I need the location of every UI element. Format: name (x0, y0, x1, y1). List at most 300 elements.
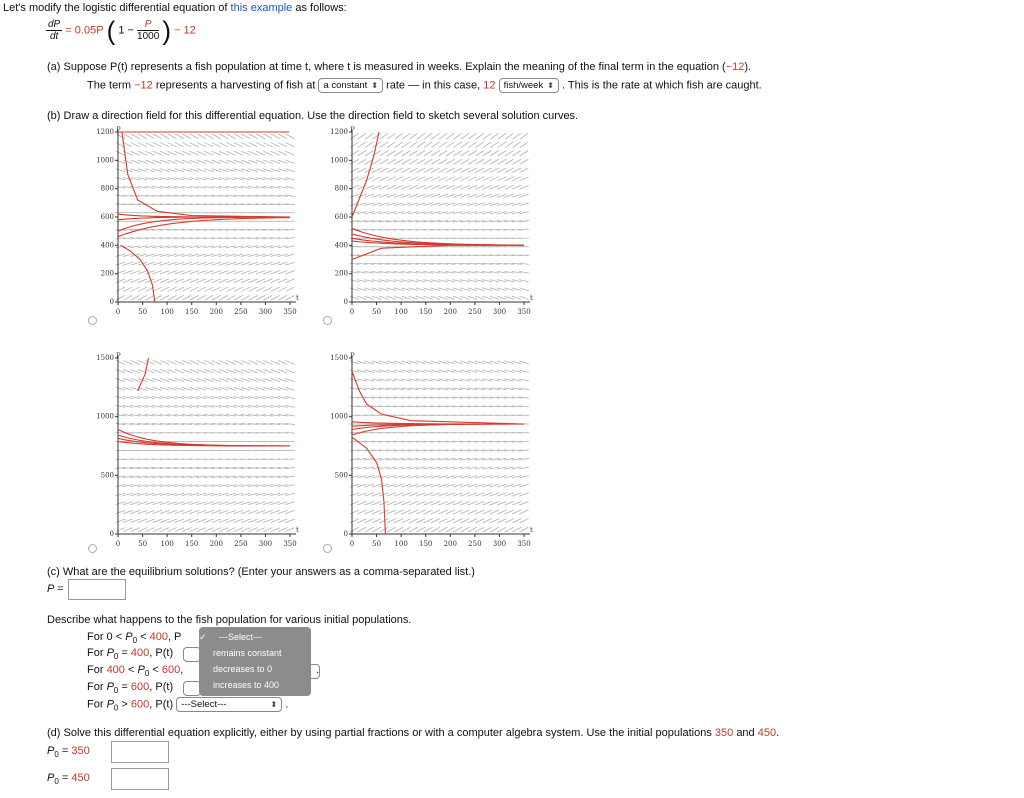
field-segment (512, 527, 521, 532)
y-tick-label: 500 (334, 471, 348, 480)
field-segment (505, 168, 514, 173)
inner-fraction: $\frac{P}{1000}$ (137, 19, 160, 42)
field-segment (387, 142, 395, 148)
field-segment (182, 134, 191, 139)
field-segment (387, 168, 396, 173)
field-segment (490, 177, 499, 181)
field-segment (424, 168, 433, 173)
field-segment (380, 142, 388, 148)
field-segment (380, 151, 388, 156)
field-segment (490, 527, 499, 532)
dropdown-option-constant[interactable]: remains constant (213, 648, 282, 658)
field-segment (263, 143, 272, 147)
y-tick-label: 400 (100, 241, 114, 250)
x-tick-label: 350 (517, 308, 531, 316)
x-tick-label: 200 (209, 308, 223, 316)
field-segment (453, 151, 461, 156)
y-tick-label: 1000 (330, 412, 348, 421)
field-segment (520, 142, 528, 148)
field-segment (395, 142, 403, 148)
field-segment (461, 151, 469, 156)
field-segment (490, 133, 498, 139)
field-segment (505, 159, 514, 164)
field-segment (264, 295, 273, 300)
field-segment (453, 177, 462, 181)
field-segment (190, 295, 199, 300)
field-segment (278, 143, 287, 147)
field-segment (453, 519, 462, 523)
field-segment (468, 151, 476, 156)
field-segment (431, 519, 440, 523)
y-tick-label: 0 (109, 298, 114, 306)
field-segment (454, 133, 462, 139)
field-segment (358, 133, 366, 139)
dropdown-option-select[interactable]: ---Select--- (219, 632, 262, 642)
field-segment (131, 287, 140, 291)
field-segment (468, 510, 477, 514)
field-segment (256, 143, 265, 147)
x-tick-label: 250 (468, 540, 482, 548)
field-segment (438, 168, 447, 173)
field-segment (461, 527, 470, 532)
field-segment (204, 287, 213, 291)
field-segment (372, 168, 381, 173)
field-segment (234, 295, 243, 300)
field-segment (271, 287, 280, 291)
field-segment (454, 142, 462, 148)
field-segment (468, 142, 476, 148)
t-axis-label: t (530, 294, 533, 302)
field-segment (402, 159, 411, 164)
field-segment (512, 142, 520, 148)
field-segment (520, 159, 529, 164)
field-segment (286, 134, 295, 139)
y-tick-label: 1500 (96, 354, 114, 362)
field-segment (234, 134, 243, 139)
p0-450-label: $P_0 = 450$ (47, 772, 90, 787)
field-segment (483, 151, 491, 156)
field-segment (387, 133, 395, 139)
status-dropdown-menu[interactable] (199, 627, 311, 696)
field-segment (490, 151, 498, 156)
t-axis-label: t (296, 526, 299, 534)
field-segment (490, 159, 499, 164)
field-segment (387, 527, 396, 532)
field-segment (424, 527, 433, 532)
field-segment (424, 519, 433, 523)
field-segment (394, 510, 403, 514)
field-segment (197, 295, 206, 300)
field-segment (424, 151, 432, 156)
field-segment (498, 151, 506, 156)
field-segment (175, 295, 184, 300)
graph-2-radio[interactable] (323, 316, 332, 325)
field-segment (153, 143, 162, 147)
x-tick-label: 200 (443, 308, 457, 316)
field-segment (519, 510, 528, 514)
field-segment (182, 295, 191, 300)
y-tick-label: 800 (334, 184, 348, 193)
field-segment (116, 287, 125, 291)
field-segment (153, 134, 162, 139)
field-segment (138, 143, 147, 147)
field-segment (520, 133, 528, 139)
field-segment (431, 151, 439, 156)
field-segment (401, 510, 410, 514)
field-segment (497, 177, 506, 181)
field-segment (446, 527, 455, 532)
field-segment (409, 168, 418, 173)
field-segment (483, 527, 492, 532)
field-segment (505, 527, 514, 532)
field-segment (416, 159, 425, 164)
field-segment (256, 295, 265, 300)
field-segment (365, 151, 373, 156)
field-segment (394, 527, 403, 532)
y-tick-label: 1000 (330, 156, 348, 165)
p-axis-label: P (350, 352, 355, 360)
field-segment (395, 133, 403, 139)
field-segment (387, 159, 396, 164)
field-segment (212, 134, 221, 139)
part-a-answer: The term −12 represents a harvesting of fish at a constant ⬍ rate — in this case, 12 fish/week ⬍ . This is the rate at which fish are caught. (87, 79, 762, 92)
y-tick-label: 500 (100, 471, 114, 480)
field-segment (409, 519, 418, 523)
field-segment (424, 142, 432, 148)
field-segment (402, 142, 410, 148)
field-segment (264, 134, 273, 139)
y-tick-label: 1200 (330, 128, 348, 136)
field-segment (483, 142, 491, 148)
field-segment (498, 142, 506, 148)
field-segment (286, 143, 295, 147)
x-tick-label: 50 (138, 308, 148, 316)
field-segment (373, 133, 381, 139)
field-segment (175, 134, 184, 139)
example-link[interactable]: this example (230, 2, 293, 14)
field-segment (461, 519, 470, 523)
field-segment (160, 134, 169, 139)
field-segment (512, 159, 521, 164)
field-segment (461, 142, 469, 148)
field-segment (475, 177, 484, 181)
field-segment (205, 295, 214, 300)
field-segment (409, 133, 417, 139)
solution-curve (118, 218, 290, 237)
field-segment (380, 527, 389, 532)
field-segment (475, 168, 484, 173)
field-segment (505, 519, 514, 523)
field-segment (131, 134, 140, 139)
x-tick-label: 300 (258, 308, 273, 316)
x-tick-label: 200 (209, 540, 223, 548)
field-segment (490, 142, 498, 148)
solution-curve (121, 245, 155, 302)
field-segment (219, 134, 228, 139)
y-tick-label: 600 (334, 213, 348, 221)
intro-line (3, 2, 347, 14)
field-segment (490, 168, 499, 173)
field-segment (387, 177, 396, 181)
field-segment (357, 168, 366, 173)
x-tick-label: 100 (394, 308, 408, 316)
field-segment (256, 134, 265, 139)
field-segment (241, 134, 250, 139)
field-segment (387, 519, 396, 523)
field-segment (197, 143, 206, 147)
field-segment (446, 159, 455, 164)
graph-3-radio[interactable] (88, 544, 97, 553)
field-segment (512, 510, 521, 514)
field-segment (461, 133, 469, 139)
x-tick-label: 350 (517, 540, 531, 548)
field-segment (439, 159, 448, 164)
field-segment (498, 159, 507, 164)
x-tick-label: 250 (234, 540, 248, 548)
field-segment (438, 510, 447, 514)
field-segment (146, 295, 155, 300)
field-segment (446, 142, 454, 148)
dropdown-option-increases[interactable]: increases to 400 (213, 680, 280, 690)
field-segment (402, 133, 410, 139)
field-segment (438, 519, 447, 523)
field-segment (365, 519, 374, 523)
y-tick-label: 1000 (96, 156, 114, 165)
field-segment (468, 159, 477, 164)
field-segment (138, 134, 147, 139)
field-segment (483, 168, 492, 173)
field-segment (278, 134, 287, 139)
field-segment (520, 519, 529, 523)
field-segment (372, 519, 381, 523)
x-tick-label: 150 (419, 540, 433, 548)
field-segment (483, 177, 492, 181)
field-segment (424, 133, 432, 139)
field-segment (271, 134, 280, 139)
field-segment (190, 287, 199, 291)
field-segment (205, 134, 214, 139)
graph-4-radio[interactable] (323, 544, 332, 553)
harvest-type-select[interactable]: a constant ⬍ (318, 78, 383, 93)
field-segment (123, 295, 132, 300)
field-segment (409, 151, 417, 156)
direction-field-graph-1 (88, 126, 300, 320)
field-segment (512, 519, 521, 523)
intro-tail: as follows: (295, 2, 347, 14)
direction-field-graph-3 (88, 352, 300, 552)
field-segment (131, 143, 140, 147)
field-segment (372, 527, 381, 532)
x-tick-label: 50 (138, 540, 148, 548)
field-segment (483, 510, 492, 514)
field-segment (160, 295, 169, 300)
field-segment (138, 287, 147, 291)
field-segment (476, 142, 484, 148)
field-segment (460, 177, 469, 181)
field-segment (402, 527, 411, 532)
field-segment (138, 295, 147, 300)
field-segment (446, 519, 455, 523)
field-segment (278, 287, 287, 291)
field-segment (520, 527, 529, 532)
field-segment (350, 519, 359, 523)
field-segment (286, 295, 295, 300)
dropdown-option-decreases[interactable]: decreases to 0 (213, 664, 273, 674)
field-segment (365, 177, 374, 181)
field-segment (379, 168, 388, 173)
x-tick-label: 250 (234, 308, 248, 316)
field-segment (409, 159, 418, 164)
field-segment (358, 142, 366, 148)
field-segment (439, 151, 447, 156)
field-segment (468, 133, 476, 139)
field-segment (380, 133, 388, 139)
describe-text: Describe what happens to the fish population for various initial populations. (47, 614, 412, 626)
field-segment (520, 151, 528, 156)
field-segment (490, 519, 499, 523)
field-segment (241, 295, 250, 300)
x-tick-label: 300 (492, 540, 507, 548)
field-segment (249, 287, 258, 291)
field-segment (379, 177, 388, 181)
field-segment (505, 177, 514, 181)
field-segment (271, 295, 280, 300)
field-segment (468, 177, 477, 181)
p-axis-label: P (350, 126, 355, 134)
field-segment (380, 159, 389, 164)
field-segment (168, 295, 177, 300)
row-5: For $P_0 > 600$, P(t) ---Select--- ⬍ . (87, 698, 289, 713)
field-segment (453, 510, 462, 514)
graph-1-radio[interactable] (88, 316, 97, 325)
field-segment (424, 177, 433, 181)
y-tick-label: 400 (334, 241, 348, 250)
field-segment (123, 287, 132, 291)
field-segment (402, 177, 411, 181)
field-segment (145, 143, 154, 147)
equilibrium-input[interactable] (68, 579, 126, 600)
field-segment (483, 133, 491, 139)
field-segment (468, 519, 477, 523)
field-segment (168, 134, 177, 139)
field-segment (372, 177, 381, 181)
x-tick-label: 0 (349, 308, 355, 316)
field-segment (394, 177, 403, 181)
field-segment (123, 143, 132, 147)
field-segment (490, 510, 499, 514)
field-segment (468, 527, 477, 532)
rate-unit-select[interactable]: fish/week ⬍ (499, 78, 559, 93)
y-tick-label: 200 (100, 269, 114, 278)
field-segment (227, 134, 236, 139)
field-segment (497, 527, 506, 532)
x-tick-label: 50 (372, 540, 382, 548)
y-tick-label: 1000 (96, 412, 114, 421)
field-segment (505, 142, 513, 148)
row-5-select[interactable]: ---Select--- ⬍ (176, 697, 282, 712)
field-segment (505, 510, 514, 514)
part-a-question: (a) Suppose P(t) represents a fish population at time t, where t is measured in weeks. Explain the meaning of the final term in the equation (−12). (47, 61, 752, 73)
field-segment (271, 143, 280, 147)
field-segment (219, 143, 228, 147)
field-segment (468, 168, 477, 173)
field-segment (439, 142, 447, 148)
field-segment (505, 133, 513, 139)
field-segment (204, 143, 213, 147)
field-segment (512, 151, 520, 156)
intro-text: Let's modify the logistic differential equation of (3, 2, 228, 14)
solution-curve (352, 132, 379, 217)
field-segment (439, 527, 448, 532)
field-segment (249, 134, 258, 139)
field-segment (416, 527, 425, 532)
x-tick-label: 100 (160, 540, 174, 548)
field-segment (263, 287, 272, 291)
field-segment (219, 287, 228, 291)
field-segment (394, 151, 402, 156)
field-segment (197, 287, 206, 291)
y-tick-label: 0 (109, 530, 114, 538)
x-tick-label: 200 (443, 540, 457, 548)
field-segment (116, 295, 125, 300)
field-segment (453, 168, 462, 173)
field-segment (131, 295, 140, 300)
field-segment (483, 519, 492, 523)
field-segment (416, 168, 425, 173)
field-segment (219, 295, 228, 300)
field-segment (424, 159, 433, 164)
field-segment (365, 510, 374, 514)
field-segment (417, 142, 425, 148)
p0-450-input[interactable] (111, 768, 169, 790)
field-segment (350, 151, 358, 156)
field-segment (358, 151, 366, 156)
field-segment (483, 159, 492, 164)
x-tick-label: 350 (283, 308, 297, 316)
field-segment (497, 168, 506, 173)
x-tick-label: 300 (492, 308, 507, 316)
field-segment (234, 143, 243, 147)
y-tick-label: 1500 (330, 354, 348, 362)
field-segment (153, 287, 162, 291)
field-segment (417, 151, 425, 156)
field-segment (431, 177, 440, 181)
field-segment (286, 287, 295, 291)
x-tick-label: 250 (468, 308, 482, 316)
p-axis-label: P (116, 126, 121, 134)
p0-350-input[interactable] (111, 741, 169, 763)
field-segment (350, 168, 359, 173)
field-segment (182, 143, 191, 147)
field-segment (350, 527, 359, 532)
field-segment (175, 287, 184, 291)
solution-curve (352, 245, 524, 259)
y-tick-label: 800 (100, 184, 114, 193)
field-segment (431, 527, 440, 532)
field-segment (394, 159, 403, 164)
field-segment (512, 168, 521, 173)
field-segment (402, 168, 411, 173)
field-segment (416, 177, 425, 181)
y-tick-label: 0 (343, 298, 348, 306)
field-segment (431, 510, 440, 514)
row-3: For $400 < P_0 < 600$, (87, 664, 184, 679)
y-tick-label: 200 (334, 269, 348, 278)
field-segment (431, 168, 440, 173)
field-segment (116, 134, 125, 139)
field-segment (160, 143, 169, 147)
field-segment (394, 519, 403, 523)
